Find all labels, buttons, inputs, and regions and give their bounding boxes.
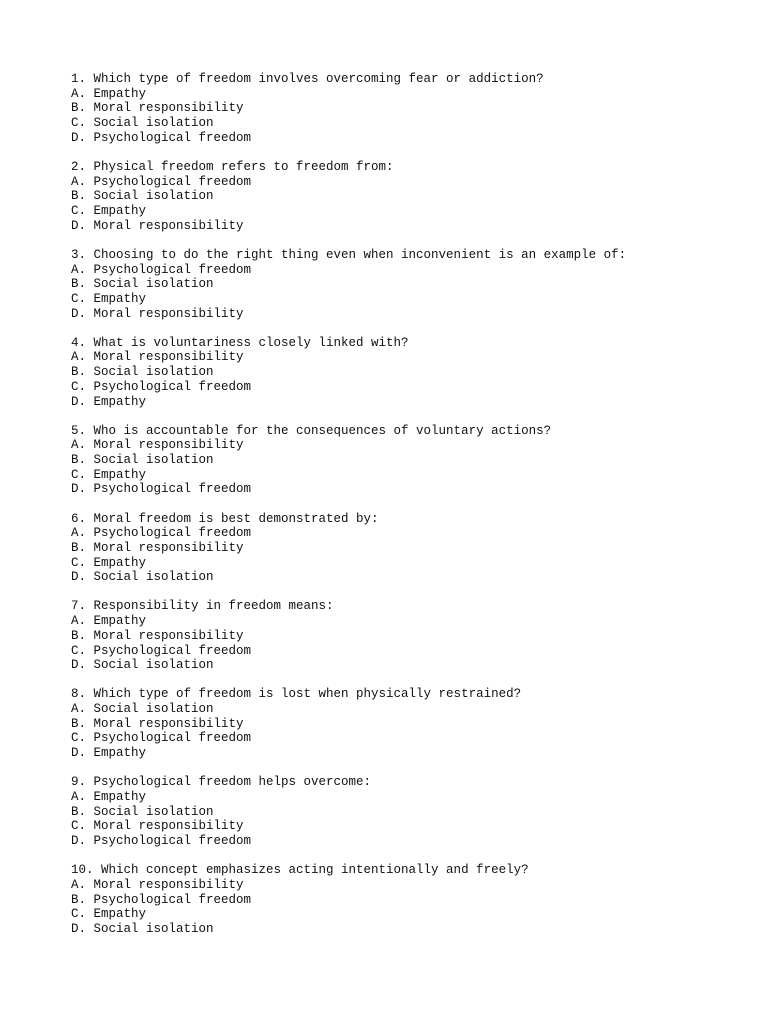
answer-option: B. Moral responsibility xyxy=(71,716,244,731)
question-stem: 4. What is voluntariness closely linked with? xyxy=(71,335,409,350)
question-stem: 1. Which type of freedom involves overcoming fear or addiction? xyxy=(71,72,544,86)
answer-option: A. Moral responsibility xyxy=(71,877,244,892)
answer-option: A. Empathy xyxy=(71,86,147,101)
answer-option: A. Psychological freedom xyxy=(71,262,252,277)
question-block xyxy=(71,599,751,673)
answer-option: B. Social isolation xyxy=(71,189,214,204)
answer-option: D. Social isolation xyxy=(71,921,214,936)
answer-option: A. Social isolation xyxy=(71,702,214,717)
answer-option: A. Moral responsibility xyxy=(71,350,244,365)
question-block xyxy=(71,248,751,322)
question-block xyxy=(71,160,751,234)
answer-option: B. Moral responsibility xyxy=(71,540,244,555)
question-stem: 9. Psychological freedom helps overcome: xyxy=(71,775,372,790)
answer-option: B. Social isolation xyxy=(71,365,214,380)
answer-option: B. Moral responsibility xyxy=(71,628,244,643)
question-block xyxy=(71,72,751,146)
answer-option: C. Social isolation xyxy=(71,116,214,131)
answer-option: B. Social isolation xyxy=(71,277,214,292)
answer-option: D. Psychological freedom xyxy=(71,834,252,849)
answer-option: D. Social isolation xyxy=(71,658,214,673)
answer-option: C. Empathy xyxy=(71,555,147,570)
question-block xyxy=(71,512,751,586)
question-block xyxy=(71,863,751,937)
answer-option: B. Social isolation xyxy=(71,453,214,468)
question-stem: 6. Moral freedom is best demonstrated by: xyxy=(71,511,379,526)
answer-option: D. Psychological freedom xyxy=(71,482,252,497)
answer-option: D. Empathy xyxy=(71,746,147,761)
answer-option: A. Moral responsibility xyxy=(71,438,244,453)
quiz-document xyxy=(71,72,751,951)
question-stem: 10. Which concept emphasizes acting intentionally and freely? xyxy=(71,863,529,878)
answer-option: A. Psychological freedom xyxy=(71,174,252,189)
answer-option: C. Psychological freedom xyxy=(71,643,252,658)
answer-option: D. Empathy xyxy=(71,394,147,409)
answer-option: A. Empathy xyxy=(71,789,147,804)
answer-option: B. Social isolation xyxy=(71,804,214,819)
question-stem: 5. Who is accountable for the consequences of voluntary actions? xyxy=(71,423,552,438)
question-stem: 3. Choosing to do the right thing even when inconvenient is an example of: xyxy=(71,247,627,262)
answer-option: C. Empathy xyxy=(71,907,147,922)
answer-option: A. Empathy xyxy=(71,614,147,629)
answer-option: C. Empathy xyxy=(71,467,147,482)
question-block xyxy=(71,775,751,849)
answer-option: D. Moral responsibility xyxy=(71,218,244,233)
answer-option: B. Moral responsibility xyxy=(71,101,244,116)
question-block xyxy=(71,336,751,410)
question-stem: 8. Which type of freedom is lost when physically restrained? xyxy=(71,687,522,702)
answer-option: C. Moral responsibility xyxy=(71,819,244,834)
answer-option: D. Moral responsibility xyxy=(71,306,244,321)
answer-option: D. Social isolation xyxy=(71,570,214,585)
question-stem: 2. Physical freedom refers to freedom from: xyxy=(71,159,394,174)
answer-option: C. Psychological freedom xyxy=(71,731,252,746)
answer-option: C. Empathy xyxy=(71,291,147,306)
answer-option: C. Psychological freedom xyxy=(71,379,252,394)
question-block xyxy=(71,687,751,761)
answer-option: D. Psychological freedom xyxy=(71,130,252,145)
question-stem: 7. Responsibility in freedom means: xyxy=(71,599,334,614)
question-block xyxy=(71,424,751,498)
answer-option: B. Psychological freedom xyxy=(71,892,252,907)
answer-option: A. Psychological freedom xyxy=(71,526,252,541)
answer-option: C. Empathy xyxy=(71,204,147,219)
